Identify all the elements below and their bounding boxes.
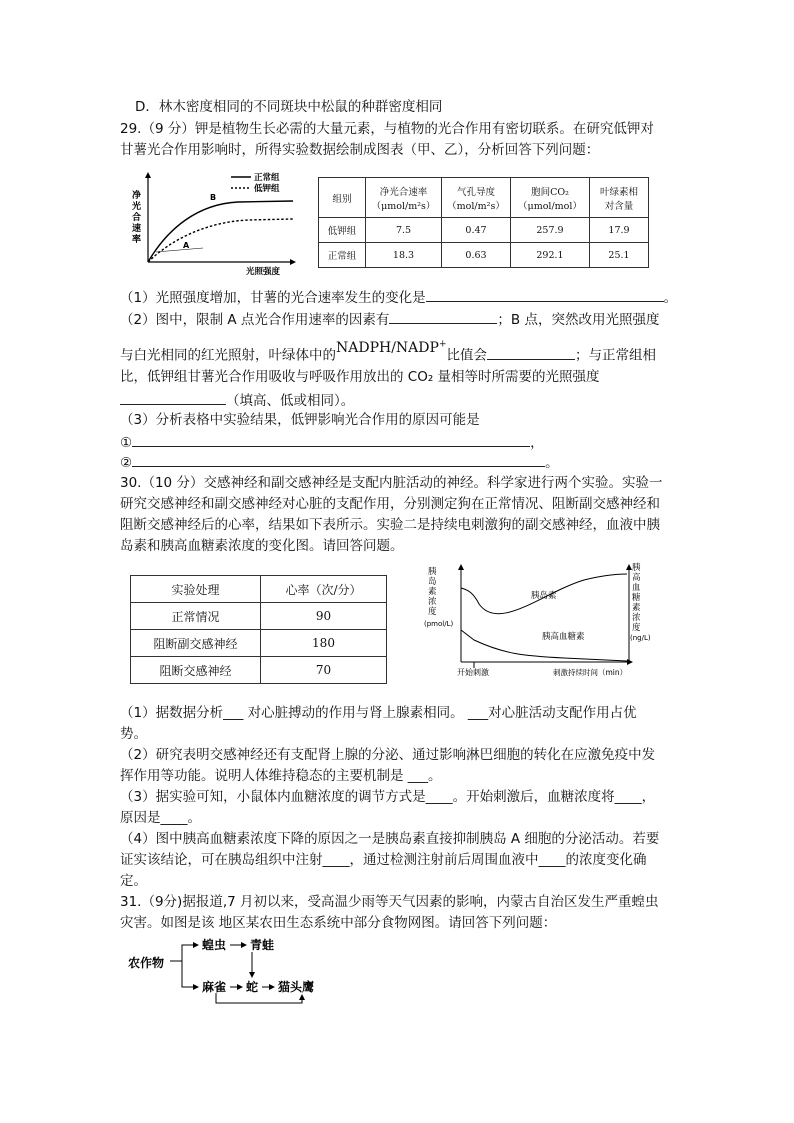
q29-data-table bbox=[318, 177, 649, 268]
q31-arrow-crops-sparrow bbox=[182, 961, 198, 987]
q29-th-rate-name: 净光合速率 bbox=[379, 186, 428, 198]
q30-left-axis-4: 浓 bbox=[428, 597, 437, 607]
q30-hormone-chart bbox=[424, 562, 656, 682]
q30-sub2-line2: 挥作用等功能。说明人体维持稳态的主要机制是 ___。 bbox=[120, 768, 442, 784]
q30-cell: 180 bbox=[261, 630, 387, 657]
q30-th-rate: 心率（次/分） bbox=[261, 576, 387, 603]
q31-locust: 蝗虫 bbox=[202, 938, 227, 952]
q31-sparrow: 麻雀 bbox=[202, 980, 227, 994]
q29-sub3-answer1 bbox=[120, 432, 544, 452]
q29-cell: 7.5 bbox=[366, 218, 442, 243]
q30-table-row bbox=[131, 657, 387, 684]
q29-sub3-blank2[interactable] bbox=[132, 452, 545, 467]
q30-right-axis-6: 浓 bbox=[632, 613, 641, 623]
q29-cell: 17.9 bbox=[590, 218, 649, 243]
q29-point-b: B bbox=[210, 193, 217, 202]
q29-sub3-end2: 。 bbox=[545, 455, 559, 471]
q29-sub3-marker2: ② bbox=[120, 455, 133, 471]
q29-intro-line1: 29.（9 分）钾是植物生长必需的大量元素，与植物的光合作用有密切联系。在研究低钾对 bbox=[120, 121, 654, 137]
q30-sub4-line3: 定。 bbox=[120, 873, 147, 889]
q30-right-unit: (ng/L) bbox=[630, 634, 651, 642]
q29-th-stomatal bbox=[442, 178, 511, 218]
q29-intro-line2: 甘薯光合作用影响时，所得实验数据绘制成图表（甲、乙），分析回答下列问题： bbox=[120, 142, 600, 158]
q29-th-stomatal-name: 气孔导度 bbox=[456, 186, 495, 198]
q29-sub2-text-g: （填高、低或相同）。 bbox=[226, 393, 355, 409]
q30-intro-line1: 30.（10 分）交感神经和副交感神经是支配内脏活动的神经。科学家进行两个实验。实验一 bbox=[120, 475, 663, 491]
q31-snake: 蛇 bbox=[246, 980, 259, 994]
q29-cell: 正常组 bbox=[319, 243, 366, 268]
q30-sub1-line1: （1）据数据分析___ 对心脏搏动的作用与肾上腺素相同。 ___对心脏活动支配作用占优 bbox=[120, 705, 637, 721]
q30-left-axis-1: 胰 bbox=[428, 567, 437, 577]
q29-sub2-text-e: ；与正常组相 bbox=[574, 347, 656, 364]
q30-cell: 阻断副交感神经 bbox=[131, 630, 261, 657]
q29-sub1: （1）光照强度增加，甘薯的光合速率发生的变化是 。 bbox=[120, 287, 677, 307]
q29-cell: 292.1 bbox=[511, 243, 590, 268]
q30-left-unit: (pmol/L) bbox=[424, 620, 454, 628]
q30-start-label: 开始刺激 bbox=[457, 668, 489, 677]
q29-th-chlorophyll-line1: 叶绿素相 bbox=[599, 186, 638, 198]
q30-cell: 阻断交感神经 bbox=[131, 657, 261, 684]
q29-sub1-blank[interactable] bbox=[426, 287, 664, 302]
q29-point-a: A bbox=[183, 241, 190, 250]
q29-sub3: （3）分析表格中实验结果，低钾影响光合作用的原因可能是 bbox=[120, 412, 480, 428]
q31-arrow-crops-locust bbox=[170, 945, 198, 961]
q29-cell: 低钾组 bbox=[319, 218, 366, 243]
q30-right-axis-1: 胰 bbox=[632, 563, 641, 573]
q31-owl: 猫头鹰 bbox=[278, 980, 315, 994]
q29-th-group: 组别 bbox=[319, 178, 366, 218]
q29-legend-low: 低钾组 bbox=[254, 184, 280, 194]
q31-intro-line2: 灾害。如图是该 地区某农田生态系统中部分食物网图。请回答下列问题： bbox=[120, 915, 557, 931]
q29-cell: 18.3 bbox=[366, 243, 442, 268]
q30-left-axis-3: 素 bbox=[428, 587, 437, 597]
q29-th-co2-unit: （μmol/mol） bbox=[518, 200, 582, 212]
q31-intro-line1: 31.（9分)据报道,7 月初以来，受高温少雨等天气因素的影响，内蒙古自治区发生严重蝗虫 bbox=[120, 894, 659, 910]
q29-cell: 0.63 bbox=[442, 243, 511, 268]
q29-cell: 257.9 bbox=[511, 218, 590, 243]
q29-nadph-text: NADPH/NADP bbox=[336, 339, 439, 356]
q31-arrow-sparrow-owl bbox=[216, 993, 302, 1003]
q30-left-axis-2: 岛 bbox=[428, 577, 437, 587]
q30-right-axis-2: 高 bbox=[632, 573, 641, 583]
q30-table-row bbox=[131, 603, 387, 630]
q29-th-chlorophyll-line2: 对含量 bbox=[604, 200, 634, 212]
q28-option-d: D．林木密度相同的不同斑块中松鼠的种群密度相同 bbox=[135, 99, 443, 115]
q30-intro-line2: 研究交感神经和副交感神经对心脏的支配作用，分别测定狗在正常情况、阻断副交感神经和 bbox=[120, 496, 660, 512]
q29-sub2-text-d: 比值会 bbox=[446, 347, 487, 364]
q31-crops: 农作物 bbox=[128, 956, 165, 970]
q29-sub2-text-b: ；B 点，突然改用光照强度 bbox=[497, 312, 660, 328]
q30-th-treatment: 实验处理 bbox=[131, 576, 261, 603]
q29-sub2-line3: 比，低钾组甘薯光合作用吸收与呼吸作用放出的 CO₂ 量相等时所需要的光照强度 bbox=[120, 369, 600, 385]
q29-th-rate-unit: （μmol/m²s） bbox=[371, 200, 436, 212]
q29-legend-normal: 正常组 bbox=[254, 173, 280, 183]
q30-cell: 70 bbox=[261, 657, 387, 684]
q29-sub3-end1: ， bbox=[530, 435, 544, 451]
q29-chart-ylabel-2: 光 bbox=[132, 202, 142, 212]
q29-th-co2-name: 胞间CO₂ bbox=[531, 186, 569, 198]
q29-chart-xlabel: 光照强度 bbox=[246, 267, 281, 277]
q29-table-row bbox=[319, 218, 649, 243]
q30-glucagon-label: 胰高血糖素 bbox=[542, 632, 585, 642]
q30-right-axis-4: 糖 bbox=[632, 593, 641, 603]
q29-chart-ylabel-1: 净 bbox=[132, 191, 142, 201]
q29-sub1-text: （1）光照强度增加，甘薯的光合速率发生的变化是 bbox=[120, 290, 426, 306]
q29-sub2-line2 bbox=[120, 339, 656, 365]
q31-frog: 青蛙 bbox=[250, 938, 275, 952]
q30-cell: 正常情况 bbox=[131, 603, 261, 630]
q30-sub3-line2: 原因是____。 bbox=[120, 810, 201, 826]
q30-cell: 90 bbox=[261, 603, 387, 630]
q29-low-k-curve bbox=[148, 219, 293, 262]
q29-sub3-blank1[interactable] bbox=[132, 432, 530, 447]
q29-chart-ylabel-4: 速 bbox=[132, 224, 142, 234]
q30-intro-line3: 阻断交感神经后的心率，结果如下表所示。实验二是持续电刺激狗的副交感神经，血液中胰 bbox=[120, 517, 660, 533]
q29-normal-curve bbox=[148, 201, 293, 262]
q29-photosynthesis-chart bbox=[128, 168, 298, 278]
q30-table-row bbox=[131, 630, 387, 657]
q29-th-rate bbox=[366, 178, 442, 218]
q30-insulin-label: 胰岛素 bbox=[531, 591, 557, 601]
q31-food-web bbox=[122, 935, 332, 1007]
q30-sub2-line1: （2）研究表明交感神经还有支配肾上腺的分泌、通过影响淋巴细胞的转化在应激免疫中发 bbox=[120, 747, 656, 763]
q29-nadph-ratio bbox=[336, 340, 446, 356]
q29-table-row bbox=[319, 243, 649, 268]
q29-sub3-marker1: ① bbox=[120, 435, 133, 451]
q30-right-axis-7: 度 bbox=[632, 623, 641, 633]
q29-cell: 0.47 bbox=[442, 218, 511, 243]
q29-th-stomatal-unit: （mol/m²s） bbox=[447, 200, 505, 212]
q29-cell: 25.1 bbox=[590, 243, 649, 268]
q29-sub2-line1 bbox=[120, 309, 659, 329]
q29-sub2-line4 bbox=[120, 390, 354, 410]
q29-sub2-text-c: 与白光相同的红光照射，叶绿体中的 bbox=[120, 347, 336, 364]
q29-sub2-blank2[interactable] bbox=[487, 345, 575, 360]
q30-right-axis-3: 血 bbox=[632, 583, 641, 593]
q29-sub2-text-a: （2）图中，限制 A 点光合作用速率的因素有 bbox=[120, 312, 390, 328]
q30-intro-line4: 岛素和胰高血糖素浓度的变化图。请回答问题。 bbox=[120, 538, 404, 554]
q30-xlabel: 刺激持续时间（min） bbox=[553, 668, 628, 677]
q29-th-chlorophyll bbox=[590, 178, 649, 218]
q29-sub2-blank3[interactable] bbox=[120, 390, 226, 405]
q29-nadph-sup: + bbox=[438, 339, 447, 349]
q29-chart-ylabel-5: 率 bbox=[132, 235, 142, 245]
q29-sub3-answer2 bbox=[120, 452, 559, 472]
q29-chart-ylabel-3: 合 bbox=[132, 213, 142, 223]
q30-sub3-line1: （3）据实验可知，小鼠体内血糖浓度的调节方式是____。开始刺激后，血糖浓度将____， bbox=[120, 789, 656, 805]
q30-left-axis-5: 度 bbox=[428, 607, 437, 617]
q30-sub4-line1: （4）图中胰高血糖素浓度下降的原因之一是胰岛素直接抑制胰岛 A 细胞的分泌活动。若要 bbox=[120, 831, 660, 847]
q29-th-co2 bbox=[511, 178, 590, 218]
q30-right-axis-5: 素 bbox=[632, 603, 641, 613]
q29-sub2-blank1[interactable] bbox=[389, 309, 497, 324]
q30-sub4-line2: 证实该结论，可在胰岛组织中注射____，通过检测注射前后周围血液中____的浓度变化确 bbox=[120, 852, 647, 868]
q30-sub1-line2: 势。 bbox=[120, 726, 147, 742]
q30-heart-rate-table bbox=[130, 575, 387, 684]
